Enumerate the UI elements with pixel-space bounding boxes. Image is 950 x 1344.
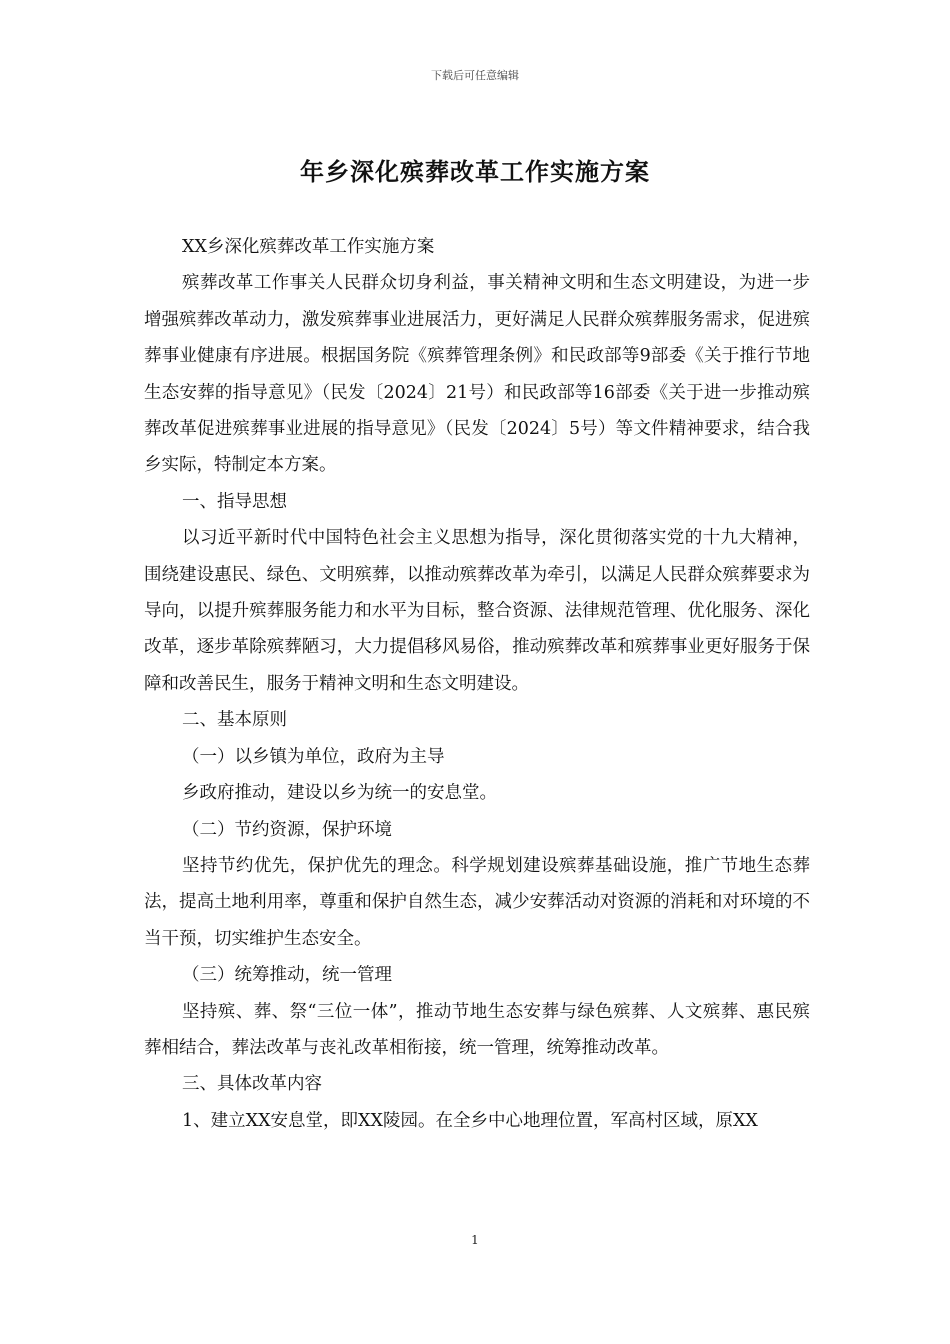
section-heading-1: 一、指导思想 bbox=[182, 491, 287, 512]
section-heading-2: 二、基本原则 bbox=[182, 710, 287, 731]
paragraph-principle-1: 乡政府推动，建设以乡为统一的安息堂。 bbox=[182, 783, 497, 804]
paragraph-intro: 殡葬改革工作事关人民群众切身利益，事关精神文明和生态文明建设，为进一步增强殡葬改革动力，激发殡葬事业进展活力，更好满足人民群众殡葬服务需求，促进殡葬事业健康有序进展。根据国务院《殡葬管理条例》和民政部等9部委《关于推行节地生态安葬的指导意见》（民发〔2024〕21号）和民政部等16部委《关于进一步推动殡葬改革促进殡葬事业进展的指导意见》（民发〔2024〕5号）等文件精神要求，结合我乡实际，特制定本方案。 bbox=[144, 273, 810, 476]
page-number: 1 bbox=[471, 1233, 479, 1247]
paragraph-subtitle: XX乡深化殡葬改革工作实施方案 bbox=[182, 237, 435, 257]
subheading-principle-3: （三）统筹推动，统一管理 bbox=[182, 965, 392, 986]
header-note: 下载后可任意编辑 bbox=[431, 69, 519, 82]
document-body bbox=[144, 229, 810, 1139]
document-title: 年乡深化殡葬改革工作实施方案 bbox=[300, 158, 650, 186]
subheading-principle-2: （二）节约资源，保护环境 bbox=[182, 819, 392, 840]
paragraph-guiding-thought: 以习近平新时代中国特色社会主义思想为指导，深化贯彻落实党的十九大精神，围绕建设惠民、绿色、文明殡葬，以推动殡葬改革为牵引，以满足人民群众殡葬要求为导向，以提升殡葬服务能力和水平为目标，整合资源、法律规范管理、优化服务、深化改革，逐步革除殡葬陋习，大力提倡移风易俗，推动殡葬改革和殡葬事业更好服务于保障和改善民生，服务于精神文明和生态文明建设。 bbox=[144, 528, 810, 694]
paragraph-reform-item-1: 1、建立XX安息堂，即XX陵园。在全乡中心地理位置，军高村区域，原XX bbox=[182, 1110, 758, 1131]
paragraph-principle-2: 坚持节约优先，保护优先的理念。科学规划建设殡葬基础设施，推广节地生态葬法，提高土地利用率，尊重和保护自然生态，减少安葬活动对资源的消耗和对环境的不当干预，切实维护生态安全。 bbox=[144, 855, 810, 949]
section-heading-3: 三、具体改革内容 bbox=[182, 1074, 322, 1095]
subheading-principle-1: （一）以乡镇为单位，政府为主导 bbox=[182, 746, 445, 767]
paragraph-principle-3: 坚持殡、葬、祭“三位一体”，推动节地生态安葬与绿色殡葬、人文殡葬、惠民殡葬相结合，葬法改革与丧礼改革相衔接，统一管理，统筹推动改革。 bbox=[144, 1001, 810, 1058]
